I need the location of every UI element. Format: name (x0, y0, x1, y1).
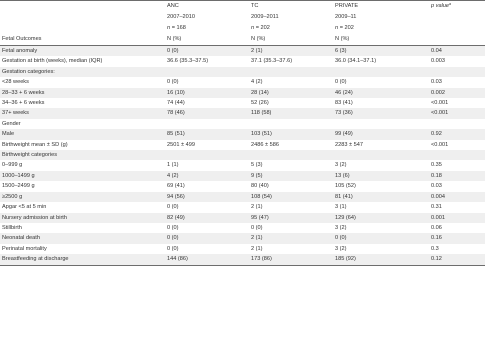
table-row (0, 223, 485, 233)
header-n-private (335, 23, 431, 34)
cell-p-value: 0.16 (431, 233, 485, 243)
row-label: 1000–1499 g (0, 171, 167, 181)
table-row (0, 254, 485, 265)
table-row (0, 46, 485, 57)
cell-anc: 36.6 (35.3–37.5) (167, 58, 209, 65)
cell-private: 99 (49) (335, 129, 431, 139)
cell-p-value: 0.12 (431, 254, 485, 265)
cell-p-value (431, 67, 485, 77)
cell-anc: 2501 ± 499 (167, 141, 195, 148)
header-unit-private: N (%) (335, 34, 431, 46)
row-label: Birthweight categories (0, 150, 167, 160)
cell-tc: 5 (3) (251, 162, 263, 169)
cell-private: 129 (64) (335, 213, 431, 223)
cell-p-value: 0.004 (431, 192, 485, 202)
table-row (0, 140, 485, 150)
cell-anc: 0 (0) (167, 224, 179, 231)
cell-tc: 9 (5) (251, 171, 335, 181)
table-row (0, 119, 485, 129)
cell-private: 3 (1) (335, 204, 347, 211)
table-row (0, 56, 485, 66)
cell-tc: 0 (0) (251, 224, 263, 231)
cell-tc: 2 (1) (251, 46, 335, 57)
row-label: Gender (2, 120, 21, 127)
cell-private: 185 (92) (335, 254, 431, 265)
cell-private: 3 (2) (335, 162, 347, 169)
cell-tc: 2 (1) (251, 204, 263, 211)
row-label: Birthweight mean ± SD (g) (2, 141, 68, 148)
row-label: 0–999 g (2, 162, 23, 169)
row-label: Stillbirth (2, 224, 22, 231)
header-n-tc (251, 23, 335, 34)
header-unit-tc: N (%) (251, 34, 335, 46)
cell-anc (167, 119, 251, 129)
table-row (0, 233, 485, 243)
row-label: 28–33 + 6 weeks (0, 88, 167, 98)
cell-p-value: 0.31 (431, 204, 442, 211)
cell-private: 3 (2) (335, 245, 347, 252)
cell-anc: 0 (0) (167, 233, 251, 243)
cell-anc (167, 67, 251, 77)
header-years-anc: 2007–2010 (167, 14, 195, 20)
cell-anc (167, 150, 251, 160)
row-label: Perinatal mortality (2, 245, 47, 252)
n-symbol: n (335, 25, 339, 31)
cell-private (335, 119, 431, 129)
header-group-tc: TC (251, 1, 335, 13)
table-row (0, 150, 485, 160)
header-blank-cell (431, 34, 485, 46)
table-row (0, 181, 485, 191)
header-blank-cell (431, 12, 485, 23)
row-label: Gestation categories: (0, 67, 167, 77)
cell-tc: 103 (51) (251, 129, 335, 139)
header-blank-cell (0, 12, 167, 23)
cell-p-value: 0.03 (431, 79, 442, 86)
cell-anc: 0 (0) (167, 79, 179, 86)
cell-p-value: 0.92 (431, 129, 485, 139)
cell-private: 0 (0) (335, 233, 431, 243)
header-blank-cell (0, 1, 167, 13)
cell-private: 81 (41) (335, 192, 431, 202)
cell-anc: 0 (0) (167, 46, 251, 57)
row-label: 34–36 + 6 weeks (2, 100, 45, 107)
n-symbol: n (167, 25, 171, 31)
cell-p-value: 0.3 (431, 245, 439, 252)
table-row (0, 244, 485, 254)
cell-anc: 85 (51) (167, 129, 251, 139)
row-label: 1500–2499 g (2, 183, 35, 190)
cell-anc: 82 (49) (167, 213, 251, 223)
cell-p-value: 0.001 (431, 213, 485, 223)
cell-anc: 74 (44) (167, 100, 185, 107)
row-label: <28 weeks (2, 79, 29, 86)
row-label: Fetal anomaly (0, 46, 167, 57)
p-value-footnote-mark: a (449, 2, 452, 6)
row-label: 37+ weeks (0, 108, 167, 118)
table-row (0, 202, 485, 212)
header-row-groups (0, 1, 485, 13)
cell-anc: 94 (56) (167, 192, 251, 202)
cell-tc: 4 (2) (251, 79, 263, 86)
cell-anc: 0 (0) (167, 245, 179, 252)
header-years-private: 2009–11 (335, 14, 357, 20)
cell-tc: 2 (1) (251, 245, 263, 252)
cell-p-value: 0.03 (431, 183, 442, 190)
header-row-years (0, 12, 485, 23)
cell-private: 36.0 (34.1–37.1) (335, 58, 377, 65)
cell-p-value: <0.001 (431, 141, 449, 148)
table-row (0, 98, 485, 108)
table-row (0, 192, 485, 202)
n-value: = 168 (171, 25, 186, 31)
header-unit-anc: N (%) (167, 34, 251, 46)
table-row (0, 171, 485, 181)
cell-private: 0 (0) (335, 79, 347, 86)
table-row (0, 77, 485, 87)
row-label: Gestation at birth (weeks), median (IQR) (2, 58, 103, 65)
cell-anc: 144 (86) (167, 254, 251, 265)
cell-tc: 118 (58) (251, 108, 335, 118)
cell-private: 83 (41) (335, 100, 353, 107)
cell-tc: 2486 ± 586 (251, 141, 279, 148)
cell-tc: 37.1 (35.3–37.6) (251, 58, 293, 65)
n-value: = 202 (255, 25, 270, 31)
cell-anc: 16 (10) (167, 88, 251, 98)
cell-tc: 52 (26) (251, 100, 269, 107)
header-blank-cell (0, 23, 167, 34)
cell-tc: 80 (40) (251, 183, 269, 190)
header-row-units (0, 34, 485, 46)
n-value: = 202 (339, 25, 354, 31)
cell-anc: 1 (1) (167, 162, 179, 169)
cell-p-value: <0.001 (431, 100, 449, 107)
cell-tc: 2 (1) (251, 233, 335, 243)
row-label: Apgar <5 at 5 min (2, 204, 47, 211)
header-years-tc: 2009–2011 (251, 14, 279, 20)
cell-tc: 28 (14) (251, 88, 335, 98)
row-label: Neonatal death (0, 233, 167, 243)
cell-private: 73 (36) (335, 108, 431, 118)
cell-p-value: <0.001 (431, 108, 485, 118)
header-fetal-outcomes: Fetal Outcomes (0, 34, 167, 46)
cell-tc (251, 119, 335, 129)
table-row (0, 88, 485, 98)
cell-private: 6 (3) (335, 46, 431, 57)
cell-private (335, 150, 431, 160)
cell-private (335, 67, 431, 77)
cell-private: 2283 ± 547 (335, 141, 363, 148)
row-label: ≥2500 g (0, 192, 167, 202)
row-label: Male (0, 129, 167, 139)
table-body (0, 46, 485, 266)
p-value-label: p value (431, 3, 450, 9)
n-symbol: n (251, 25, 255, 31)
cell-private: 3 (2) (335, 224, 347, 231)
header-group-anc: ANC (167, 1, 251, 13)
header-p-value (431, 1, 485, 13)
cell-tc: 173 (86) (251, 254, 335, 265)
cell-anc: 78 (46) (167, 108, 251, 118)
cell-anc: 4 (2) (167, 171, 251, 181)
cell-p-value: 0.003 (431, 58, 445, 65)
cell-private: 105 (52) (335, 183, 356, 190)
table-row (0, 129, 485, 139)
header-n-anc (167, 23, 251, 34)
row-label: Breastfeeding at discharge (0, 254, 167, 265)
header-blank-cell (431, 23, 485, 34)
table-row (0, 213, 485, 223)
header-row-n (0, 23, 485, 34)
row-label: Nursery admission at birth (0, 213, 167, 223)
cell-anc: 69 (41) (167, 183, 185, 190)
cell-p-value: 0.04 (431, 46, 485, 57)
cell-anc: 0 (0) (167, 204, 179, 211)
cell-p-value: 0.06 (431, 224, 442, 231)
cell-tc: 95 (47) (251, 213, 335, 223)
cell-p-value: 0.18 (431, 171, 485, 181)
cell-private: 13 (6) (335, 171, 431, 181)
cell-tc (251, 150, 335, 160)
cell-tc (251, 67, 335, 77)
header-group-private: PRIVATE (335, 1, 431, 13)
cell-p-value: 0.35 (431, 162, 442, 169)
cell-p-value (431, 150, 485, 160)
cell-tc: 108 (54) (251, 192, 335, 202)
cell-p-value (431, 119, 485, 129)
table-row (0, 67, 485, 77)
table-row (0, 160, 485, 170)
cell-private: 46 (24) (335, 88, 431, 98)
cell-p-value: 0.002 (431, 88, 485, 98)
table-row (0, 108, 485, 118)
